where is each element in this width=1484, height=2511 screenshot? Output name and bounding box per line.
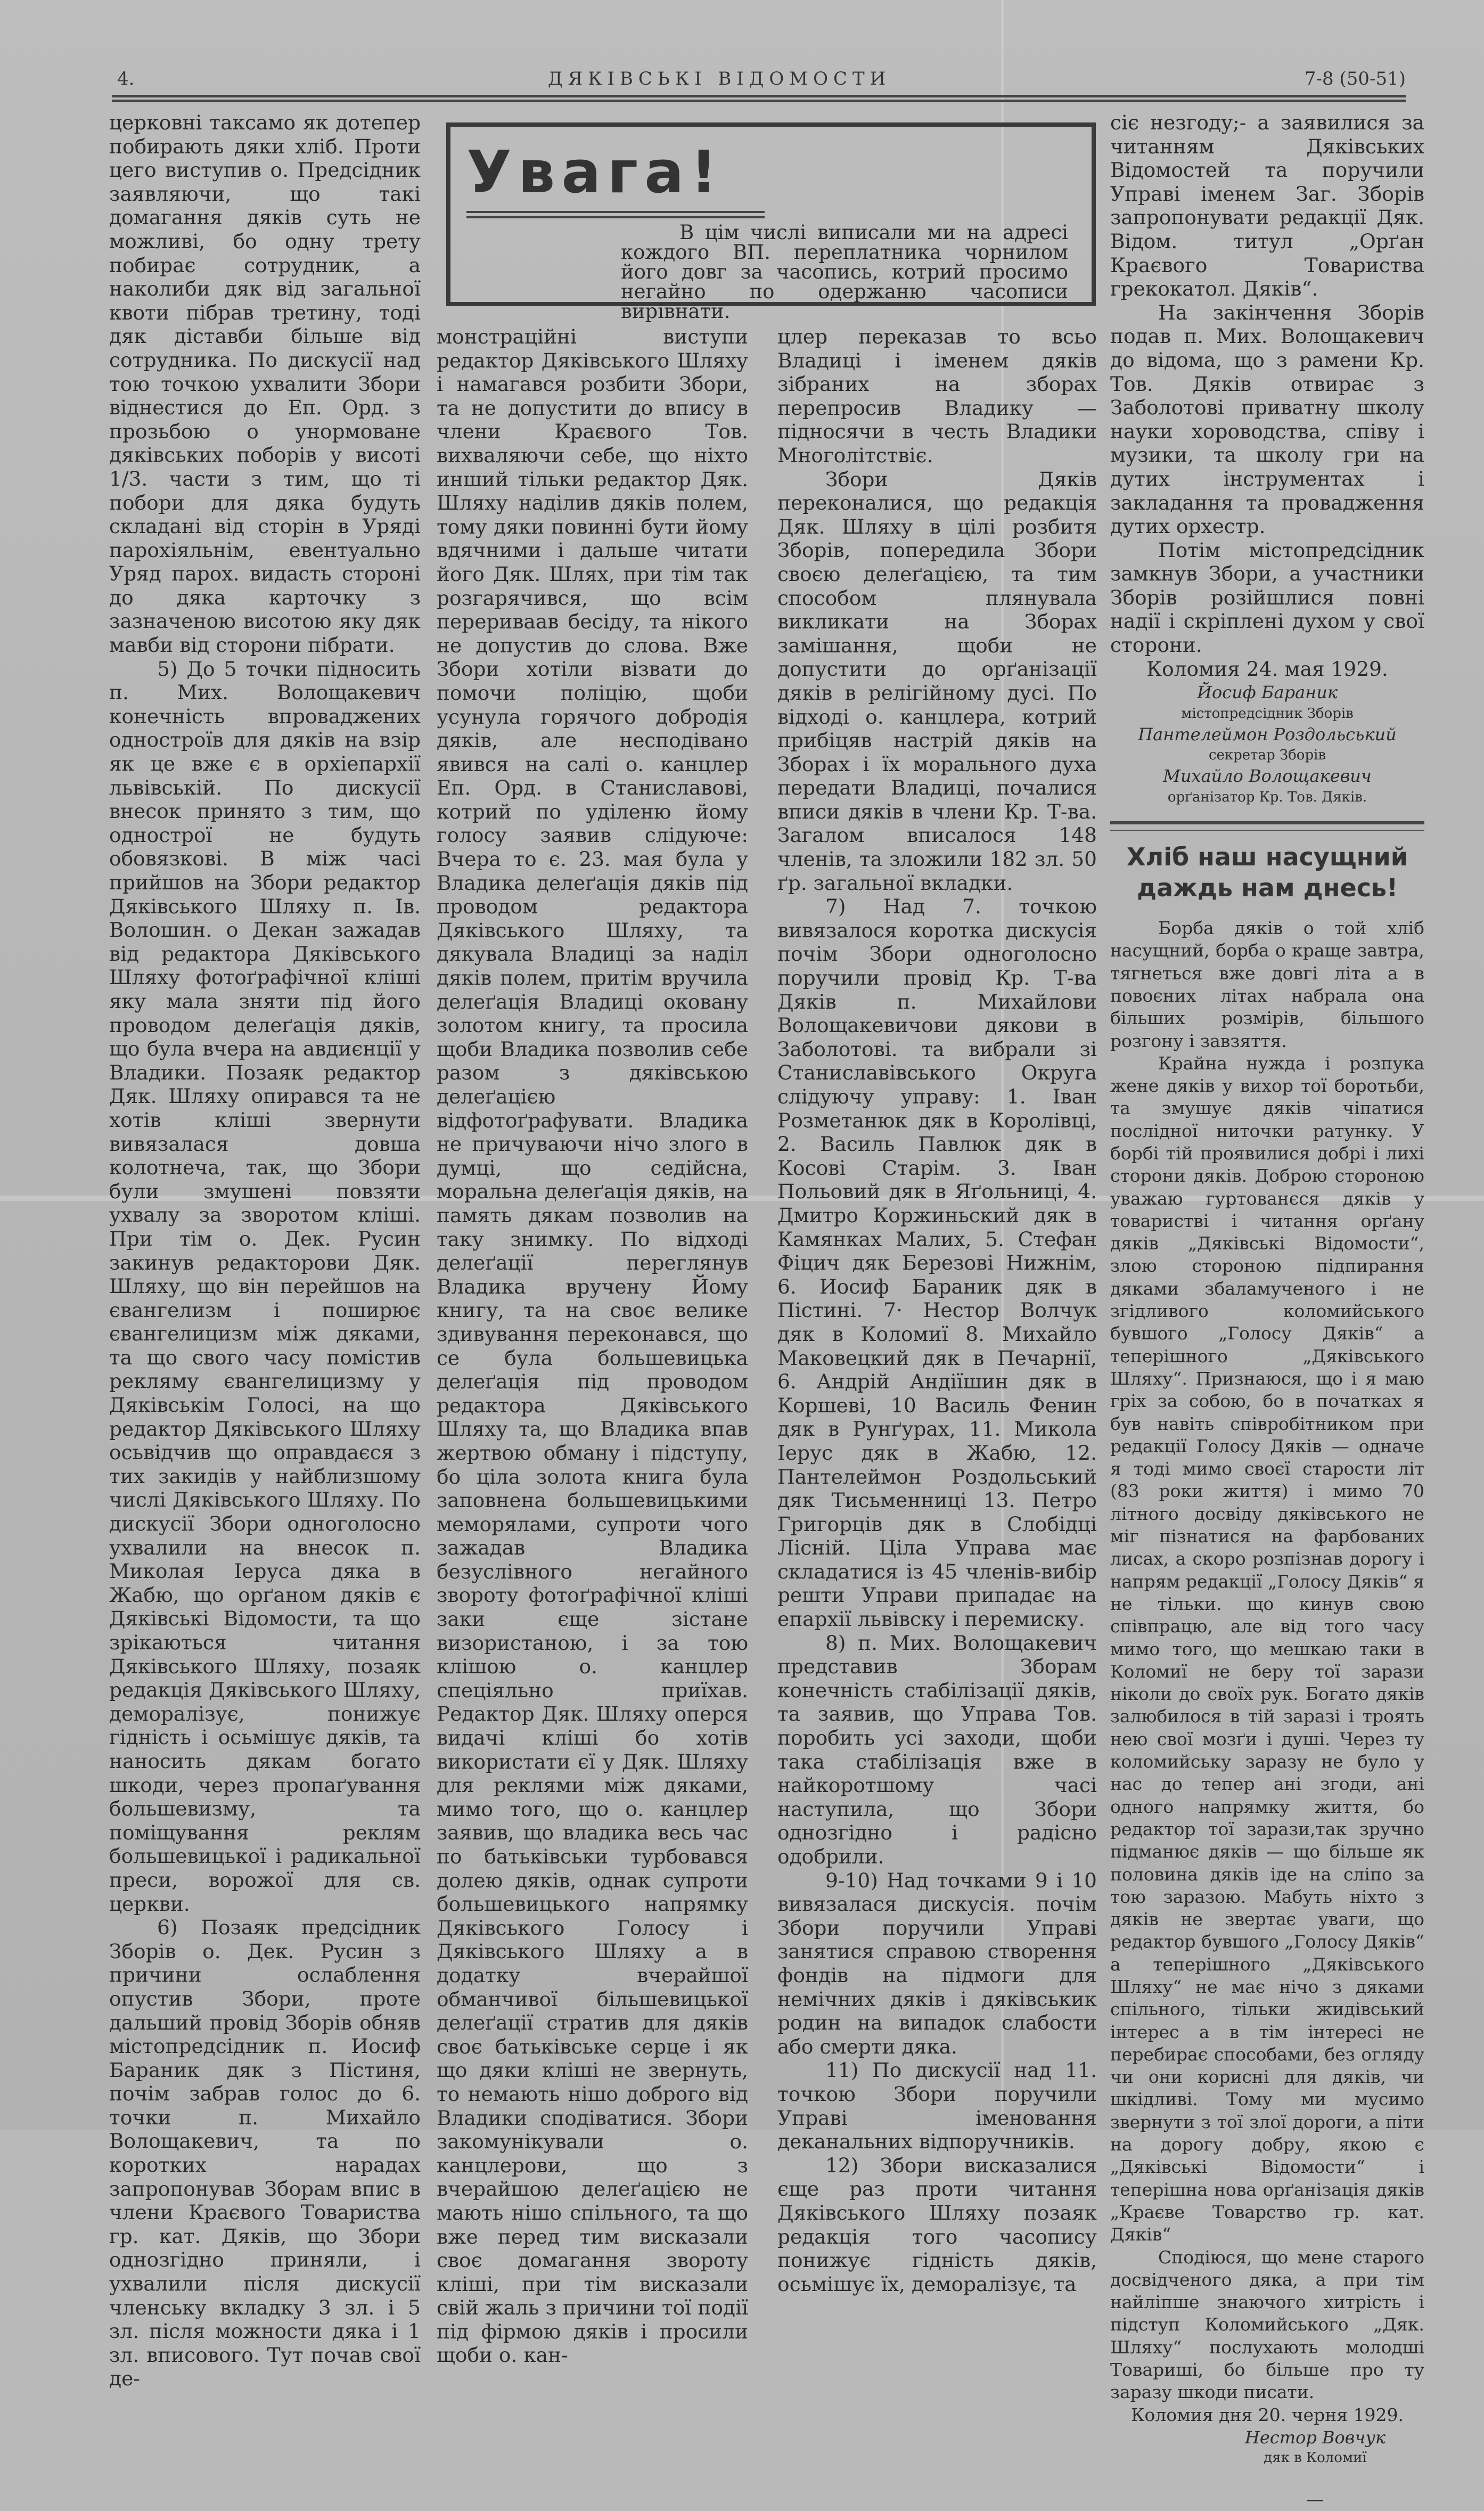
newspaper-title: ДЯКІВСЬКІ ВІДОМОСТИ	[548, 68, 891, 89]
paragraph: На закінчення Зборів подав п. Мих. Волощакевич до відома, що з рамени Кр. Тов. Дяків отвирає з Заболотові приватну школу науки хороводства, співу і музики, та школу гри на дутих інструментах і закладання та провадження дутих орхестр.	[1110, 300, 1424, 538]
headline-line-2: даждь нам днесь!	[1136, 873, 1398, 903]
paragraph: Сподіюся, що мене старого досвідченого дяка, а при тім найліпше знаючого хитрість і підступ Коломийського „Дяк. Шляху“ послухають молодші Товариші, бо більше про ту заразу шкоди писати.	[1110, 2246, 1424, 2403]
paragraph: 11) По дискусії над 11. точкою Збори поручили Управі іменовання деканальних відпоручників.	[777, 2058, 1097, 2154]
signature-role: секретар Зборів	[1208, 747, 1326, 764]
column-2	[437, 325, 748, 2367]
headline-line-1: Хліб наш насущний	[1127, 843, 1408, 872]
paragraph: Крайна нужда і розпука жене дяків у вихор тої боротьби, та змушує дяків чіпатися послідної ниточки ратунку. У борбі тій проявилися добрі і лихі сторони дяків. Доброю стороною уважаю гуртованєся дяків у товаристві і читання орґану дяків „Дяківські Відомости“, злою стороною підпирання дяками збаламученого і не згідливого коломийського бувшого „Голосу Дяків“ а теперішного „Дяківського Шляху“. Признаюся, що і я маю гріх за собою, бо в початках я був навіть співробітником при редакції Голосу Дяків — одначе я тоді мимо своєї старости літ (83 роки життя) і мимо 70 літного досвіду дяківського не міг пізнатися на фарбованих лисах, а скоро розпізнав дорогу і напрям редакції „Голосу Дяків“ я не тільки. що кинув свою співпрацю, але від того часу мимо того, що мешкаю таки в Коломиї не беру тої зарази ніколи до своїх рук. Богато дяків залюбилося в тій заразі і троять нею свої мозґи і душі. Через ту коломийську заразу не було у нас до тепер ані згоди, ані одного напрямку життя, бо редактор тої зарази,так зручно підманює дяків — що більше як половина дяків іде на сліпо за тою заразою. Мабуть ніхто з дяків не звертає уваги, що редактор бувшого „Голосу Дяків“ а теперішного „Дяківського Шляху“ не має нічо з дяками спільного, тільки жидівський інтерес а в тім інтересі не перебирає способами, без огляду чи они корисні для дяків, чи шкідливі. Тому ми мусимо звернути з тої злої дороги, а піти на дорогу добру, якою є „Дяківські Відомости“ і теперішна нова орґанізація дяків „Краєве Товарство гр. кат. Дяків“	[1110, 1052, 1424, 2245]
paragraph: 5) До 5 точки підносить п. Мих. Волощакевич конечність впроваджених одностроїв для дяків на взір як це вже є в орхіепархії львівській. По дискусії внесок принято з тим, що однострої не будуть обовязкові. В між часі прийшов на Збори редактор Дяківського Шляху п. Ів. Волошин. о Декан зажадав від редактора Дяківського Шляху фотоґрафічної кліші яку мала зняти під його проводом делеґація дяків, що була вчера на авдиєнції у Владики. Позаяк редактор Дяк. Шляху опирався та не хотів кліші звернути вивязалася довша колотнеча, так, що Збори були змушені повзяти ухвалу за зворотом кліші. При тім о. Дек. Русин закинув редакторови Дяк. Шляху, що він перейшов на євангелизм і поширює євангелицизм між дяками, та що свого часу помістив рекляму євангелицизму у Дяківськім Голосі, на що редактор Дяківського Шляху осьвідчив що оправдаєся з тих закидів у найблизшому числі Дяківського Шляху. По дискусії Збори одноголосно ухвалили на внесок п. Миколая Іеруса дяка в Жабю, що орґаном дяків є Дяківські Відомости, та що зрікаються читання Дяківського Шляху, позаяк редакція Дяківського Шляху, деморалізує, понижує гідність і осьмішує дяків, та наносить дякам богато шкоди, через пропаґування большевизму, та поміщування реклям большевицької і радикальної преси, ворожої для св. церкви.	[109, 657, 421, 1916]
paragraph: Борба дяків о той хліб насущний, борба о краще завтра, тягнеться вже довгі літа а в повоєних літах набрала она більших розмірів, більшого розгону і завзяття.	[1110, 918, 1424, 1051]
notice-heading-rule	[466, 211, 765, 218]
signature-block	[1110, 681, 1424, 806]
paragraph: Збори Дяків переконалися, що редакція Дяк. Шляху в цілі розбитя Зборів, попередила Збори своєю делеґацією, та тим способом плянувала викликати на Зборах замішання, щоби не допустити до орґанізації дяків в релігійному дусі. По відході о. канцлера, котрий прибіцяв настрій дяків на Зборах і їх морального духа передати Владиці, почалися вписи дяків в члени Кр. Т-ва. Загалом вписалося 148 членів, та зложили 182 зл. 50 ґр. загальної вкладки.	[777, 467, 1097, 895]
paragraph: 7) Над 7. точкою вивязалося коротка дискусія почім Збори одноголосно поручили провід Кр. Т-ва Дяків п. Михайлови Волощакевичови дякови в Заболотові. та вибрали зі Станиславівського Округа слідуючу управу: 1. Іван Розметанюк дяк в Королівці, 2. Василь Павлюк дяк в Косові Старім. 3. Іван Польовий дяк в Яґольниці, 4. Дмитро Коржиньский дяк в Камянках Малих, 5. Стефан Фіцич дяк Березові Нижнім, 6. Иосиф Бараник дяк в Пістині. 7· Нестор Волчук дяк в Коломиї 8. Михайло Маковецкий дяк в Печарнії, 6. Андрій Андіїшин дяк в Коршеві, 10 Василь Фенин дяк в Рунґурах, 11. Микола Іерус дяк в Жабю, 12. Пантелеймон Роздольський дяк Тисьменниці 13. Петро Григорців дяк в Слобідці Лісній. Ціла Управа має складатися із 45 членів-вибір решти Управи припадає на епархії львівску і перемиску.	[777, 895, 1097, 1631]
paragraph: 9-10) Над точками 9 і 10 вивязалася дискусія. почім Збори поручили Управі занятися справою створення фондів на підмоги для немічних дяків і дяківськик родин на випадок слабости або смерти дяка.	[777, 1868, 1097, 2058]
signature-name: Йосиф Бараник	[1197, 682, 1338, 703]
author-name: Нестор Вовчук	[1244, 2427, 1385, 2448]
article-body	[1110, 917, 1424, 2510]
signature-role: містопредсідник Зборів	[1181, 705, 1354, 722]
column-1	[109, 111, 421, 2391]
signature-name: Пантелеймон Роздольський	[1138, 724, 1397, 745]
paragraph: 12) Збори висказалися єще раз проти читання Дяківського Шляху позаяк редакція того часопису понижує гідність дяків, осьмішує їх, деморалізує, та	[777, 2153, 1097, 2296]
paragraph: цлер переказав то всьо Владиці і іменем дяків зібраних на зборах перепросив Владику —підносячи в честь Владики Многолітствіє.	[777, 325, 1097, 467]
signature-role: орґанізатор Кр. Тов. Дяків.	[1167, 789, 1367, 806]
header-rule	[112, 95, 1406, 102]
author-block	[1110, 2426, 1424, 2467]
end-mark: —	[1306, 2489, 1324, 2510]
column-3	[777, 325, 1097, 2296]
notice-text: В цім числі виписали ми на адресі кождого ВП. переплатника чорнилом його довг за часопись, котрий просимо негайно по одержаню часописи вирівнати.	[621, 221, 1068, 323]
article-headline	[1110, 841, 1424, 903]
notice-box	[446, 122, 1096, 323]
paragraph: монстраційні виступи редактор Дяківського Шляху і намагався розбити Збори, та не допустити до впису в члени Краєвого Тов. вихваляючи себе, що ніхто инший тільки редактор Дяк. Шляху наділив дяків полем, тому дяки повинні бути йому вдячними і дальше читати його Дяк. Шлях, при тім так розгарячився, що всім перериваав бесіду, та нікого не допустив до слова. Вже Збори хотіли візвати до помочи поліцію, щоби усунула горячого добродія дяків, але несподівано явився на салі о. канцлер Еп. Орд. в Станиславові, котрий по уділеню йому голосу заявив слідуюче: Вчера то є. 23. мая була у Владика делеґація дяків під проводом редактора Дяківського Шляху, та дякувала Владиці за наділ дяків полем, притім вручила делеґація Владиці оковану золотом книгу, та просила щоби Владика позволив себе разом з дяківською делеґацією відфотоґрафувати. Владика не причуваючи нічо злого в думці, що седійсна, моральна делеґація дяків, на память дякам позволив на таку знимку. По відході делеґації переглянув Владика вручену Йому книгу, та на своє велике здивування переконався, що се була большевицька делеґація під проводом редактора Дяківського Шляху та, що Владика впав жертвою обману і підступу, бо ціла золота книга була заповнена большевицькими меморялами, супроти чого зажадав Владика безуслівного негайного звороту фотоґрафічної кліші заки єще зістане визористаною, і за тою клішою о. канцлер спеціяльно приїхав. Редактор Дяк. Шляху оперся видачі кліші бо хотів використати єї у Дяк. Шляху для реклями між дяками, мимо того, що о. канцлер заявив, що владика весь час по батьківськи турбовався долею дяків, однак супроти большевицького напрямку Дяківського Голосу і Дяківського Шляху а в додатку вчерайшої обманчивої більшевицької делеґації стратив для дяків своє батьківське серце і як що дяки кліші не звернуть, то немають нішо доброго від Владики сподіватися. Збори закомунікували о. канцлерови, що з вчерайшою делеґацією не мають нішо спільного, та що вже перед тим висказали своє домагання звороту кліші, при тім висказали свій жаль з причини тої події під фірмою дяків і просили щоби о. кан-	[437, 325, 748, 2367]
page-header	[117, 64, 1406, 94]
paragraph: Потім містопредсідник замкнув Збори, а участники Зборів розійшлися повні надії і скріплені духом у свої сторони.	[1110, 538, 1424, 657]
paragraph: церковні таксамо як дотепер побирають дяки хліб. Проти цего виступив о. Предсідник заявляючи, що такі домагання дяків суть не можливі, бо одну трету побирає сотрудник, а наколиби дяк від загальної квоти пібрав третину, тоді дяк діставби більше від сотрудника. По дискусії над тою точкою ухвалити Збори віднестися до Еп. Орд. з прозьбою о унормоване дяківських поборів у висоті 1/3. части з тим, що ті побори для дяка будуть складані від сторін в Уряді парохіяльнім, евентуально Уряд парох. видасть стороні до дяка карточку з зазначеною висотою яку дяк мавби від сторони пібрати.	[109, 111, 421, 657]
column-4	[1110, 111, 1424, 2511]
signature-name: Михайло Волощакевич	[1163, 766, 1372, 787]
paragraph: сіє незгоду;- а заявилися за читанням Дяківських Відомостей та поручили Управі іменем Заг. Зборів запропонувати редакції Дяк. Відом. титул „Орґан Краєвого Товариства грекокатол. Дяків“.	[1110, 111, 1424, 301]
issue-number: 7-8 (50-51)	[1304, 68, 1406, 89]
place-date: Коломия 24. мая 1929.	[1146, 657, 1388, 681]
paragraph: 8) п. Мих. Волощакевич представив Зборам конечність стабілізації дяків, та заявив, що Управа Тов. поробить усі заходи, щоби така стабілізація вже в найкоротшому часі наступила, що Збори однозгідно і радісно одобрили.	[777, 1631, 1097, 1868]
section-divider	[1110, 821, 1424, 831]
page-number: 4.	[117, 68, 135, 89]
notice-heading: Увага!	[466, 138, 724, 206]
paragraph: 6) Позаяк предсідник Зборів о. Дек. Русин з причини ослаблення опустив Збори, проте дальший провід Зборів обняв містопредсідник п. Иосиф Бараник дяк з Пістиня, почім забрав голос до 6. точки п. Михайло Волощакевич, та по коротких нарадах запропонував Зборам впис в члени Краєвого Товариства гр. кат. Дяків, що Збори однозгідно приняли, і ухвалили після дискусії членську вкладку 3 зл. і 5 зл. після можности дяка і 1 зл. вписового. Тут почав свої де-	[109, 1916, 421, 2391]
author-role: дяк в Коломиї	[1264, 2450, 1367, 2466]
place-date: Коломия дня 20. черня 1929.	[1130, 2404, 1404, 2425]
